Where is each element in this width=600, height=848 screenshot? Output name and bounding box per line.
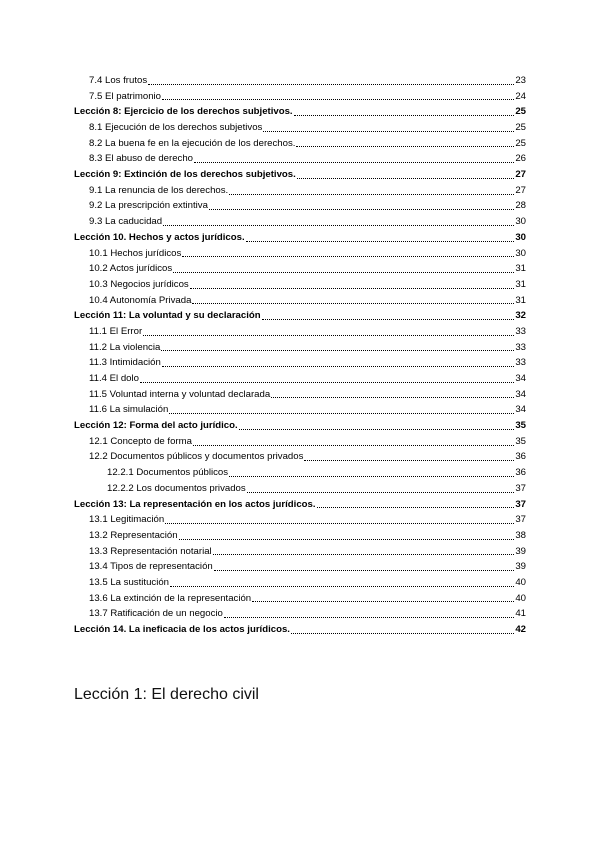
toc-page-number: 40 bbox=[515, 592, 526, 604]
toc-section-entry[interactable] bbox=[89, 277, 526, 293]
toc-chapter-entry[interactable] bbox=[74, 230, 526, 246]
toc-page-number: 27 bbox=[515, 169, 526, 181]
toc-page-number: 37 bbox=[515, 498, 526, 510]
toc-page-number: 34 bbox=[515, 388, 526, 400]
dot-leader bbox=[140, 382, 514, 383]
toc-entry-title: 10.1 Hechos jurídicos bbox=[89, 247, 182, 259]
dot-leader bbox=[148, 84, 514, 85]
dot-leader bbox=[161, 350, 514, 351]
dot-leader bbox=[291, 633, 514, 634]
toc-section-entry[interactable] bbox=[89, 136, 526, 152]
toc-entry-title: 10.4 Autonomía Privada bbox=[89, 294, 192, 306]
toc-page-number: 36 bbox=[515, 451, 526, 463]
toc-page-number: 30 bbox=[515, 216, 526, 228]
toc-section-entry[interactable] bbox=[89, 89, 526, 105]
dot-leader bbox=[317, 507, 515, 508]
dot-leader bbox=[247, 492, 515, 493]
toc-section-entry[interactable] bbox=[89, 214, 526, 230]
toc-page-number: 28 bbox=[515, 200, 526, 212]
toc-entry-title: 13.2 Representación bbox=[89, 529, 178, 541]
toc-section-entry[interactable] bbox=[89, 512, 526, 528]
toc-entry-title: Lección 9: Extinción de los derechos subjetivos. bbox=[74, 169, 296, 181]
dot-leader bbox=[239, 429, 515, 430]
toc-section-entry[interactable] bbox=[89, 559, 526, 575]
toc-section-entry[interactable] bbox=[89, 591, 526, 607]
toc-section-entry[interactable] bbox=[89, 544, 526, 560]
dot-leader bbox=[252, 601, 514, 602]
dot-leader bbox=[193, 445, 514, 446]
toc-entry-title: 10.2 Actos jurídicos bbox=[89, 263, 173, 275]
toc-section-entry[interactable] bbox=[89, 183, 526, 199]
toc-entry-title: 12.2.1 Documentos públicos bbox=[107, 467, 229, 479]
toc-entry-title: 8.1 Ejecución de los derechos subjetivos bbox=[89, 122, 263, 134]
dot-leader bbox=[190, 288, 515, 289]
toc-entry-title: 9.3 La caducidad bbox=[89, 216, 163, 228]
toc-entry-title: 13.4 Tipos de representación bbox=[89, 561, 213, 573]
toc-page-number: 34 bbox=[515, 373, 526, 385]
toc-entry-title: Lección 8: Ejercicio de los derechos subjetivos. bbox=[74, 106, 293, 118]
dot-leader bbox=[182, 256, 514, 257]
toc-section-entry[interactable] bbox=[89, 450, 526, 466]
toc-section-entry[interactable] bbox=[89, 73, 526, 89]
toc-page-number: 39 bbox=[515, 561, 526, 573]
toc-page-number: 31 bbox=[515, 294, 526, 306]
dot-leader bbox=[224, 617, 514, 618]
dot-leader bbox=[271, 397, 514, 398]
toc-section-entry[interactable] bbox=[89, 261, 526, 277]
dot-leader bbox=[143, 335, 514, 336]
toc-page-number: 33 bbox=[515, 341, 526, 353]
toc-entry-title: 12.1 Concepto de forma bbox=[89, 435, 192, 447]
dot-leader bbox=[179, 539, 515, 540]
dot-leader bbox=[214, 570, 515, 571]
toc-entry-title: Lección 10. Hechos y actos jurídicos. bbox=[74, 231, 245, 243]
toc-page-number: 38 bbox=[515, 529, 526, 541]
toc-page-number: 35 bbox=[515, 435, 526, 447]
toc-chapter-entry[interactable] bbox=[74, 418, 526, 434]
table-of-contents bbox=[0, 73, 600, 638]
toc-section-entry[interactable] bbox=[89, 606, 526, 622]
toc-entry-title: 7.5 El patrimonio bbox=[89, 90, 161, 102]
toc-page-number: 33 bbox=[515, 325, 526, 337]
toc-page-number: 39 bbox=[515, 545, 526, 557]
toc-subsubsection-entry[interactable] bbox=[107, 465, 526, 481]
toc-page-number: 24 bbox=[515, 90, 526, 102]
toc-entry-title: 10.3 Negocios jurídicos bbox=[89, 278, 189, 290]
toc-page-number: 25 bbox=[515, 137, 526, 149]
toc-page-number: 27 bbox=[515, 184, 526, 196]
toc-page-number: 41 bbox=[515, 608, 526, 620]
toc-entry-title: 7.4 Los frutos bbox=[89, 74, 148, 86]
toc-entry-title: 13.7 Ratificación de un negocio bbox=[89, 608, 223, 620]
toc-page-number: 37 bbox=[515, 514, 526, 526]
toc-entry-title: 8.3 El abuso de derecho bbox=[89, 153, 194, 165]
toc-section-entry[interactable] bbox=[89, 246, 526, 262]
dot-leader bbox=[213, 554, 515, 555]
toc-entry-title: Lección 11: La voluntad y su declaración bbox=[74, 310, 261, 322]
section-heading: Lección 1: El derecho civil bbox=[74, 686, 259, 703]
toc-section-entry[interactable] bbox=[89, 402, 526, 418]
toc-entry-title: 9.2 La prescripción extintiva bbox=[89, 200, 208, 212]
dot-leader bbox=[165, 523, 514, 524]
toc-chapter-entry[interactable] bbox=[74, 622, 526, 638]
toc-section-entry[interactable] bbox=[89, 199, 526, 215]
toc-page-number: 33 bbox=[515, 357, 526, 369]
dot-leader bbox=[192, 303, 514, 304]
toc-entry-title: 11.1 El Error bbox=[89, 325, 143, 337]
toc-section-entry[interactable] bbox=[89, 355, 526, 371]
toc-entry-title: 8.2 La buena fe en la ejecución de los derechos. bbox=[89, 137, 296, 149]
toc-entry-title: 9.1 La renuncia de los derechos. bbox=[89, 184, 229, 196]
toc-entry-title: Lección 12: Forma del acto jurídico. bbox=[74, 420, 238, 432]
dot-leader bbox=[304, 460, 514, 461]
dot-leader bbox=[246, 241, 515, 242]
toc-section-entry[interactable] bbox=[89, 528, 526, 544]
dot-leader bbox=[297, 178, 515, 179]
dot-leader bbox=[294, 115, 515, 116]
toc-chapter-entry[interactable] bbox=[74, 167, 526, 183]
toc-entry-title: 11.3 Intimidación bbox=[89, 357, 161, 369]
toc-entry-title: 13.5 La sustitución bbox=[89, 576, 170, 588]
dot-leader bbox=[229, 476, 514, 477]
dot-leader bbox=[296, 146, 514, 147]
toc-chapter-entry[interactable] bbox=[74, 104, 526, 120]
toc-entry-title: 12.2.2 Los documentos privados bbox=[107, 482, 246, 494]
toc-section-entry[interactable] bbox=[89, 575, 526, 591]
dot-leader bbox=[229, 194, 514, 195]
toc-page-number: 32 bbox=[515, 310, 526, 322]
toc-page-number: 31 bbox=[515, 263, 526, 275]
toc-section-entry[interactable] bbox=[89, 340, 526, 356]
toc-entry-title: 13.3 Representación notarial bbox=[89, 545, 212, 557]
dot-leader bbox=[169, 413, 514, 414]
toc-section-entry[interactable] bbox=[89, 371, 526, 387]
toc-page-number: 25 bbox=[515, 122, 526, 134]
toc-entry-title: 13.6 La extinción de la representación bbox=[89, 592, 252, 604]
toc-page-number: 35 bbox=[515, 420, 526, 432]
toc-section-entry[interactable] bbox=[89, 324, 526, 340]
toc-entry-title: 11.6 La simulación bbox=[89, 404, 169, 416]
toc-page-number: 30 bbox=[515, 231, 526, 243]
toc-entry-title: 13.1 Legitimación bbox=[89, 514, 165, 526]
toc-section-entry[interactable] bbox=[89, 387, 526, 403]
toc-page-number: 40 bbox=[515, 576, 526, 588]
dot-leader bbox=[209, 209, 514, 210]
toc-page-number: 31 bbox=[515, 278, 526, 290]
toc-section-entry[interactable] bbox=[89, 151, 526, 167]
toc-page-number: 25 bbox=[515, 106, 526, 118]
toc-section-entry[interactable] bbox=[89, 293, 526, 309]
toc-subsubsection-entry[interactable] bbox=[107, 481, 526, 497]
toc-page-number: 23 bbox=[515, 74, 526, 86]
toc-entry-title: 11.2 La violencia bbox=[89, 341, 161, 353]
dot-leader bbox=[162, 99, 514, 100]
toc-chapter-entry[interactable] bbox=[74, 497, 526, 513]
toc-page-number: 36 bbox=[515, 467, 526, 479]
toc-page-number: 26 bbox=[515, 153, 526, 165]
toc-page-number: 37 bbox=[515, 482, 526, 494]
toc-chapter-entry[interactable] bbox=[74, 308, 526, 324]
toc-entry-title: Lección 14. La ineficacia de los actos jurídicos. bbox=[74, 624, 290, 636]
toc-entry-title: Lección 13: La representación en los actos jurídicos. bbox=[74, 498, 316, 510]
dot-leader bbox=[163, 225, 514, 226]
toc-entry-title: 12.2 Documentos públicos y documentos privados bbox=[89, 451, 304, 463]
toc-page-number: 42 bbox=[515, 624, 526, 636]
dot-leader bbox=[170, 586, 514, 587]
toc-entry-title: 11.5 Voluntad interna y voluntad declarada bbox=[89, 388, 271, 400]
toc-page-number: 34 bbox=[515, 404, 526, 416]
dot-leader bbox=[263, 131, 514, 132]
toc-page-number: 30 bbox=[515, 247, 526, 259]
toc-entry-title: 11.4 El dolo bbox=[89, 373, 139, 385]
dot-leader bbox=[194, 162, 514, 163]
dot-leader bbox=[162, 366, 515, 367]
dot-leader bbox=[173, 272, 514, 273]
toc-section-entry[interactable] bbox=[89, 434, 526, 450]
dot-leader bbox=[262, 319, 515, 320]
toc-section-entry[interactable] bbox=[89, 120, 526, 136]
